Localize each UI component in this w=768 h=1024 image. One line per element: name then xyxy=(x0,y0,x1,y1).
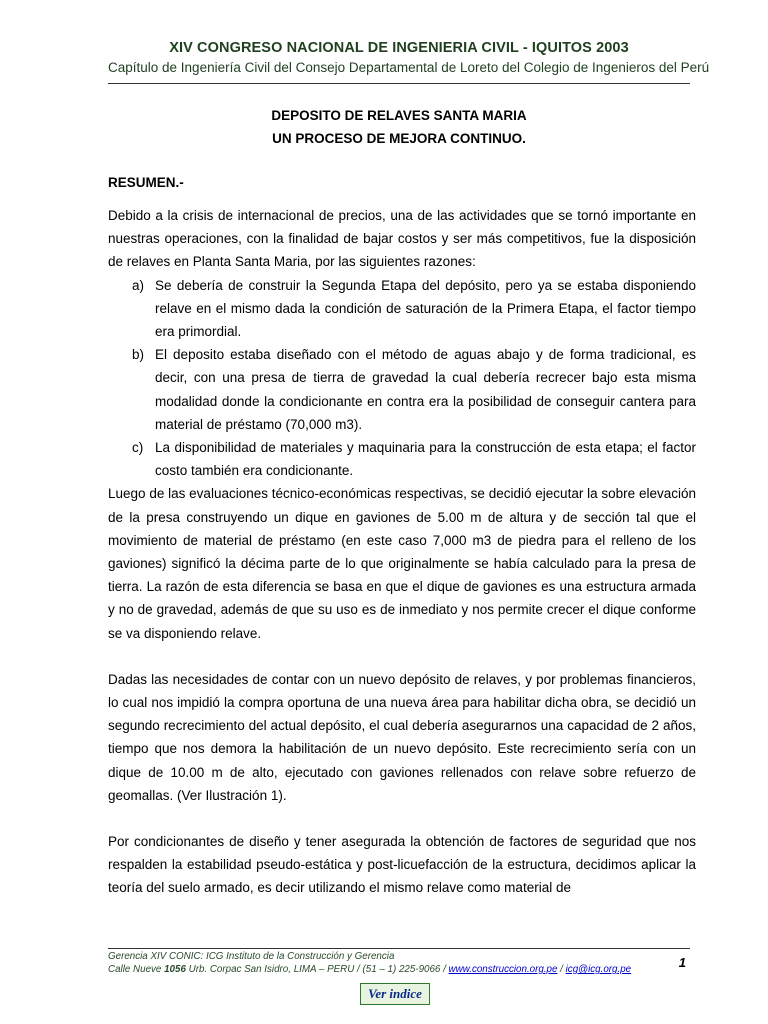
paragraph: Por condicionantes de diseño y tener asegurada la obtención de factores de seguridad que nos respalden la estabilidad pseudo-estática y post-licuefacción de la estructura, decidimos aplicar la teoría del suelo armado, es decir utilizando el mismo relave como material de xyxy=(108,834,696,896)
page-footer xyxy=(108,950,631,976)
footer-address-number: 1056 xyxy=(164,964,186,975)
document-title-line2: UN PROCESO DE MEJORA CONTINUO. xyxy=(272,131,526,146)
reasons-list xyxy=(108,274,696,483)
footer-address-rest: Urb. Corpac San Isidro, LIMA – PERU / (51 – 1) 225-9066 / xyxy=(185,964,449,975)
list-item-text: La disponibilidad de materiales y maquinaria para la construcción de esta etapa; el factor costo también era condicionante. xyxy=(155,440,696,479)
list-item-text: El deposito estaba diseñado con el método de aguas abajo y de forma tradicional, es decir, con una presa de tierra de gravedad la cual debería recrecer bajo esta misma modalidad donde la condicionante en contra era la posibilidad de conseguir cantera para material de préstamo (70,000 m3). xyxy=(155,347,696,432)
list-item xyxy=(108,436,696,482)
intro-paragraph: Debido a la crisis de internacional de precios, una de las actividades que se tornó importante en nuestras operaciones, con la finalidad de bajar costos y ser más competitivos, fue la disposición de relaves en Planta Santa Maria, por las siguientes razones: xyxy=(108,208,696,270)
header-divider xyxy=(108,83,690,84)
document-title-line1: DEPOSITO DE RELAVES SANTA MARIA xyxy=(271,108,527,123)
page-header xyxy=(108,40,710,75)
list-marker: c) xyxy=(132,440,144,456)
email-link[interactable]: icg@icg.org.pe xyxy=(565,964,632,975)
footer-line2 xyxy=(108,963,631,976)
paragraph: Luego de las evaluaciones técnico-económicas respectivas, se decidió ejecutar la sobre elevación de la presa construyendo un dique en gaviones de 5.00 m de altura y de sección tal que el movimiento de material de préstamo (en este caso 7,000 m3 de piedra para el relleno de los gaviones) significó la décima parte de lo que originalmente se había calculado para la presa de tierra. La razón de esta diferencia se basa en que el dique de gaviones es una estructura armada y no de gravedad, además de que su uso es de inmediato y nos permite crecer el dique conforme se va disponiendo relave. xyxy=(108,486,696,641)
footer-address-prefix: Calle Nueve xyxy=(108,964,165,975)
list-marker: a) xyxy=(132,277,145,293)
congress-title: XIV CONGRESO NACIONAL DE INGENIERIA CIVIL - IQUITOS 2003 xyxy=(169,40,629,56)
list-marker: b) xyxy=(132,347,145,363)
footer-separator: / xyxy=(557,964,566,975)
website-link[interactable]: www.construccion.org.pe xyxy=(448,964,558,975)
document-body xyxy=(108,204,696,900)
index-button[interactable]: Ver indice xyxy=(360,983,430,1005)
congress-subtitle: Capítulo de Ingeniería Civil del Consejo Departamental de Loreto del Colegio de Ingenieros del Perú xyxy=(108,60,710,75)
paragraph-spacer xyxy=(108,645,696,668)
list-item-text: Se debería de construir la Segunda Etapa del depósito, pero ya se estaba disponiendo relave en el mismo dada la condición de saturación de la Primera Etapa, el factor tiempo era primordial. xyxy=(155,277,696,340)
section-heading: RESUMEN.- xyxy=(108,175,184,190)
page-number: 1 xyxy=(678,955,686,970)
list-item xyxy=(108,274,696,344)
footer-divider xyxy=(108,948,690,949)
footer-line1: Gerencia XIV CONIC: ICG Instituto de la Construcción y Gerencia xyxy=(108,951,395,962)
document-title xyxy=(108,104,690,150)
list-item xyxy=(108,343,696,436)
paragraph-spacer xyxy=(108,807,696,830)
paragraph: Dadas las necesidades de contar con un nuevo depósito de relaves, y por problemas financieros, lo cual nos impidió la compra oportuna de una nueva área para habilitar dicha obra, se decidió un segundo recrecimiento del actual depósito, el cual debería asegurarnos una capacidad de 2 años, tiempo que nos demora la habilitación de un nuevo depósito. Este recrecimiento sería con un dique de 10.00 m de alto, ejecutado con gaviones rellenados con relave sobre refuerzo de geomallas. (Ver Ilustración 1). xyxy=(108,671,696,803)
